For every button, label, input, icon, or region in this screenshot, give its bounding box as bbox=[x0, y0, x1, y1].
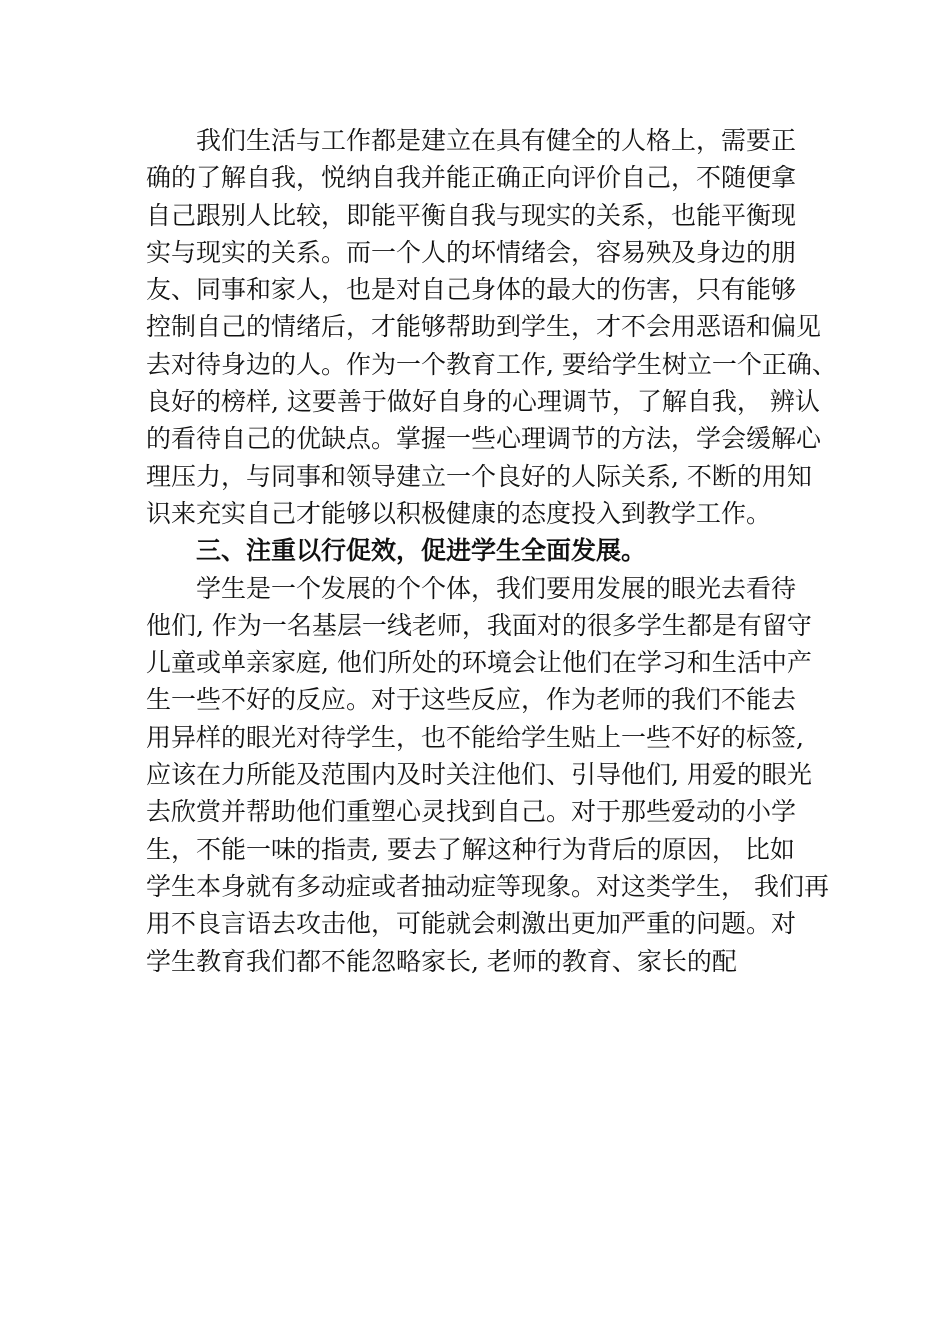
paragraph-2 bbox=[146, 570, 846, 980]
paragraph-line: 学生本身就有多动症或者抽动症等现象。对这类学生， 我们再 bbox=[146, 871, 829, 901]
paragraph-1 bbox=[146, 122, 846, 532]
paragraph-line: 识来充实自己才能够以积极健康的态度投入到教学工作。 bbox=[146, 498, 772, 528]
paragraph-line: 学生是一个发展的个个体，我们要用发展的眼光去看待 bbox=[196, 573, 797, 603]
paragraph-line: 理压力，与同事和领导建立一个良好的人际关系, 不断的用知 bbox=[146, 461, 812, 491]
paragraph-line: 他们, 作为一名基层一线老师，我面对的很多学生都是有留守 bbox=[146, 610, 812, 640]
paragraph-line: 实与现实的关系。而一个人的坏情绪会，容易殃及身边的朋 bbox=[146, 237, 797, 267]
paragraph-line: 我们生活与工作都是建立在具有健全的人格上，需要正 bbox=[196, 126, 797, 155]
paragraph-line: 生，不能一味的指责, 要去了解这种行为背后的原因， 比如 bbox=[146, 834, 795, 864]
paragraph-line: 儿童或单亲家庭, 他们所处的环境会让他们在学习和生活中产 bbox=[146, 648, 812, 678]
document-body bbox=[146, 122, 846, 980]
paragraph-line: 自己跟别人比较，即能平衡自我与现实的关系，也能平衡现 bbox=[146, 200, 797, 230]
section-heading: 三、注重以行促效，促进学生全面发展。 bbox=[196, 536, 647, 566]
paragraph-line: 生一些不好的反应。对于这些反应，作为老师的我们不能去 bbox=[146, 685, 797, 715]
paragraph-line: 良好的榜样, 这要善于做好自身的心理调节，了解自我， 辨认 bbox=[146, 387, 820, 417]
paragraph-line: 学生教育我们都不能忽略家长, 老师的教育、家长的配 bbox=[146, 946, 737, 976]
paragraph-line: 确的了解自我，悦纳自我并能正确正向评价自己，不随便拿 bbox=[146, 163, 797, 193]
paragraph-line: 的看待自己的优缺点。掌握一些心理调节的方法，学会缓解心 bbox=[146, 424, 822, 454]
paragraph-line: 去欣赏并帮助他们重塑心灵找到自己。对于那些爱动的小学 bbox=[146, 797, 797, 827]
paragraph-line: 去对待身边的人。作为一个教育工作, 要给学生树立一个正确、 bbox=[146, 349, 837, 379]
paragraph-line: 控制自己的情绪后，才能够帮助到学生，才不会用恶语和偏见 bbox=[146, 312, 822, 342]
paragraph-line: 用不良言语去攻击他，可能就会刺激出更加严重的问题。对 bbox=[146, 909, 797, 939]
paragraph-line: 应该在力所能及范围内及时关注他们、引导他们, 用爱的眼光 bbox=[146, 760, 812, 790]
paragraph-line: 用异样的眼光对待学生，也不能给学生贴上一些不好的标签, bbox=[146, 722, 804, 752]
paragraph-line: 友、同事和家人，也是对自己身体的最大的伤害，只有能够 bbox=[146, 275, 797, 305]
